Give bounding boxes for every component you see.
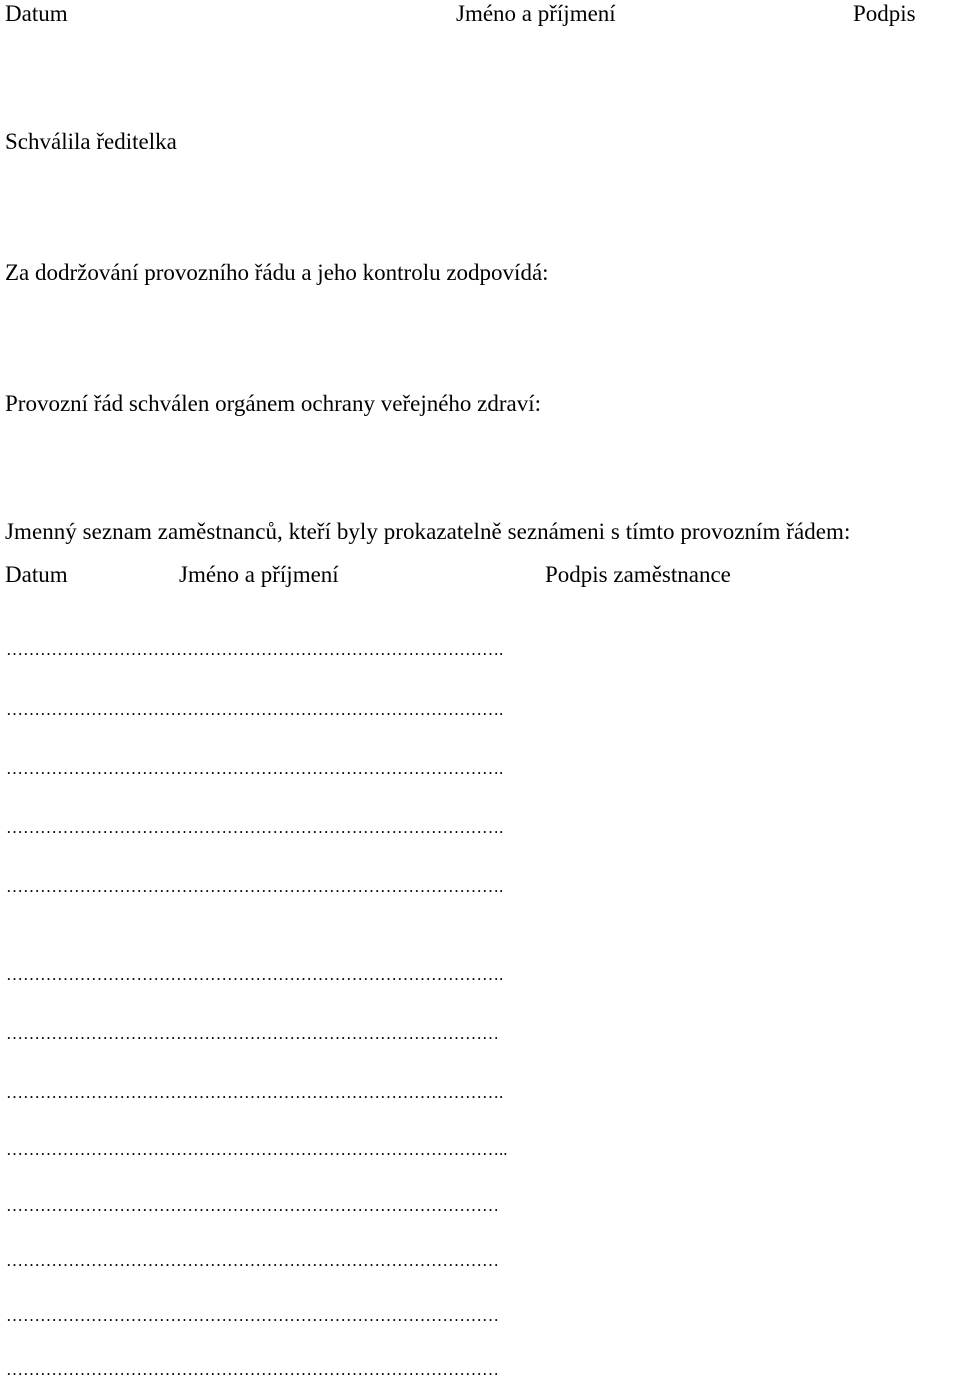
- employee-list-title: Jmenný seznam zaměstnanců, kteří byly prokazatelně seznámeni s tímto provozním řádem:: [5, 519, 851, 544]
- signature-line-13: ……………………………………………………………………………: [6, 1360, 499, 1379]
- employee-list-date-label: Datum: [5, 562, 68, 587]
- header-signature-label: Podpis: [853, 1, 916, 26]
- signature-line-1: …………………………………………………………………………….: [6, 640, 504, 659]
- signature-line-2: …………………………………………………………………………….: [6, 700, 504, 719]
- approved-by-text: Schválila ředitelka: [5, 129, 177, 154]
- signature-line-10: ……………………………………………………………………………: [6, 1196, 499, 1215]
- header-date-label: Datum: [5, 1, 68, 26]
- signature-line-11: ……………………………………………………………………………: [6, 1251, 499, 1270]
- signature-line-6: …………………………………………………………………………….: [6, 965, 504, 984]
- employee-list-signature-label: Podpis zaměstnance: [545, 562, 731, 587]
- signature-line-4: …………………………………………………………………………….: [6, 818, 504, 837]
- signature-line-5: …………………………………………………………………………….: [6, 877, 504, 896]
- signature-line-12: ……………………………………………………………………………: [6, 1306, 499, 1325]
- signature-line-3: …………………………………………………………………………….: [6, 759, 504, 778]
- signature-line-8: …………………………………………………………………………….: [6, 1083, 504, 1102]
- signature-line-7: ……………………………………………………………………………: [6, 1024, 499, 1043]
- responsible-text: Za dodržování provozního řádu a jeho kontrolu zodpovídá:: [5, 260, 549, 285]
- signature-line-9: ……………………………………………………………………………..: [6, 1140, 508, 1159]
- authority-approval-text: Provozní řád schválen orgánem ochrany veřejného zdraví:: [5, 391, 542, 416]
- employee-list-name-label: Jméno a příjmení: [179, 562, 339, 587]
- header-name-label: Jméno a příjmení: [456, 1, 616, 26]
